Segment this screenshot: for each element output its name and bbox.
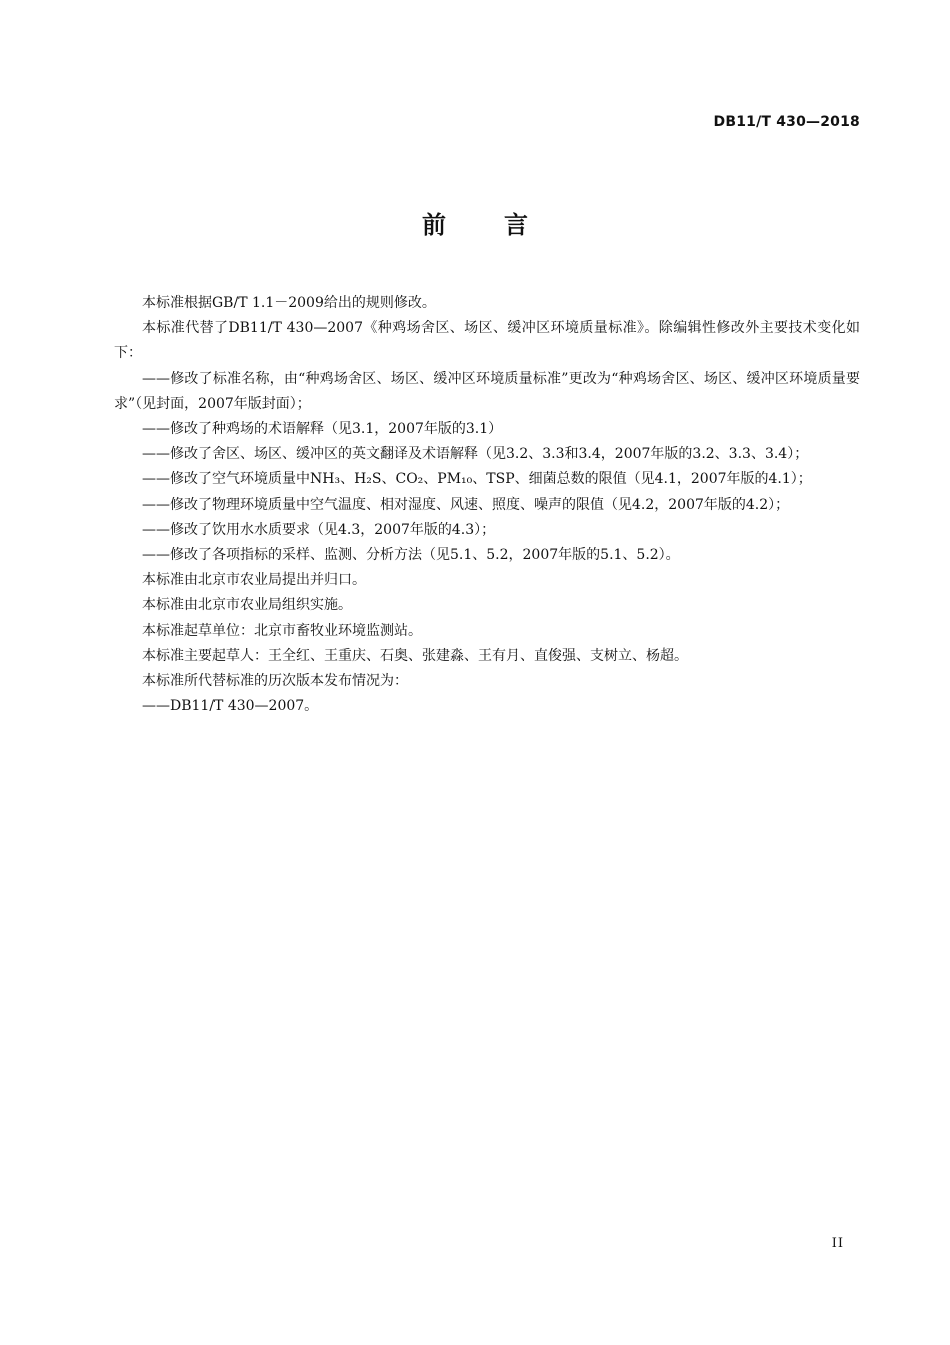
paragraph: 本标准所代替标准的历次版本发布情况为： bbox=[142, 673, 408, 690]
change-item: ——修改了舍区、场区、缓冲区的英文翻译及术语解释（见3.2、3.3和3.4，2007年版的3.2、3.3、3.4）； bbox=[142, 446, 809, 463]
paragraph: 本标准代替了DB11/T 430—2007《种鸡场舍区、场区、缓冲区环境质量标准》。除编辑性修改外主要技术变化如下： bbox=[114, 320, 860, 362]
change-item: ——修改了各项指标的采样、监测、分析方法（见5.1、5.2，2007年版的5.1、5.2）。 bbox=[142, 547, 680, 564]
change-item: ——DB11/T 430—2007。 bbox=[142, 698, 319, 715]
paragraph: 本标准主要起草人：王全红、王重庆、石奥、张建淼、王有月、直俊强、支树立、杨超。 bbox=[142, 647, 688, 664]
change-item: ——修改了饮用水水质要求（见4.3，2007年版的4.3）； bbox=[142, 521, 496, 538]
change-item: ——修改了种鸡场的术语解释（见3.1，2007年版的3.1） bbox=[142, 421, 503, 438]
change-item: ——修改了空气环境质量中NH₃、H₂S、CO₂、PM₁₀、TSP、细菌总数的限值（见4.1，2007年版的4.1）； bbox=[142, 471, 812, 488]
change-item: ——修改了标准名称，由“种鸡场舍区、场区、缓冲区环境质量标准”更改为“种鸡场舍区、场区、缓冲区环境质量要求”（见封面，2007年版封面）； bbox=[114, 370, 860, 412]
paragraph: 本标准由北京市农业局提出并归口。 bbox=[142, 572, 366, 589]
document-code: DB11/T 430—2018 bbox=[713, 114, 860, 130]
change-item: ——修改了物理环境质量中空气温度、相对湿度、风速、照度、噪声的限值（见4.2，2007年版的4.2）； bbox=[142, 496, 790, 513]
foreword-body bbox=[114, 291, 860, 719]
paragraph: 本标准由北京市农业局组织实施。 bbox=[142, 597, 352, 614]
page-number: II bbox=[831, 1236, 844, 1251]
page-title: 前言 bbox=[422, 211, 586, 239]
paragraph: 本标准根据GB/T 1.1－2009给出的规则修改。 bbox=[142, 295, 436, 311]
paragraph: 本标准起草单位：北京市畜牧业环境监测站。 bbox=[142, 622, 422, 639]
